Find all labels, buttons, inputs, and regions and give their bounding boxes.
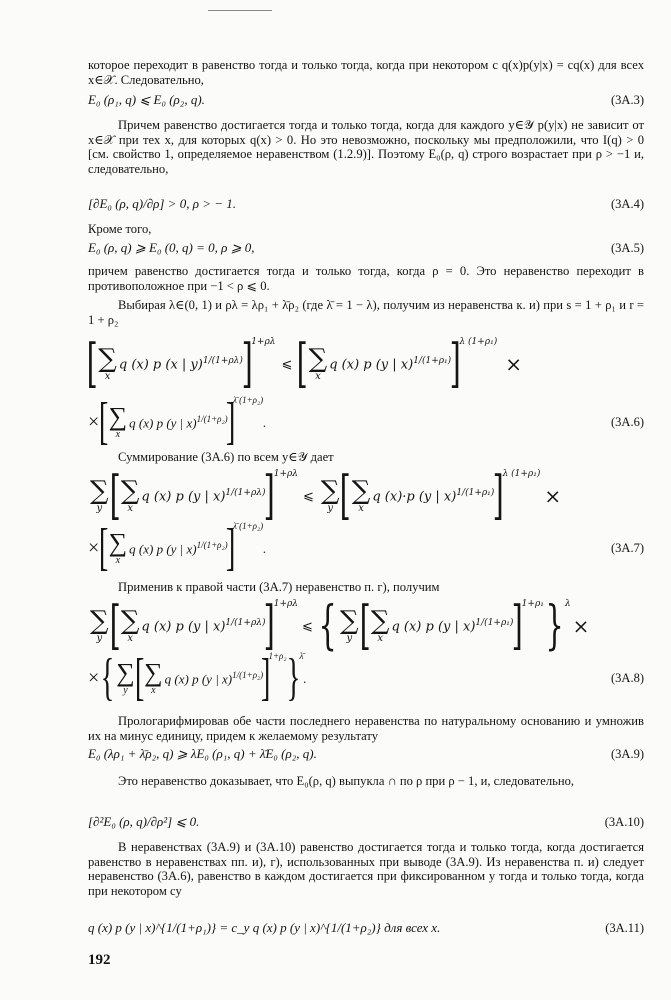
paragraph-3: Кроме того,: [88, 222, 152, 236]
page-number: 192: [88, 952, 111, 968]
paragraph-4: причем равенство достигается тогда и только тогда, когда ρ = 0. Это неравенство переходит в противоположное при −1 < ρ ⩽ 0.: [88, 264, 644, 293]
equation-3a5-number: (3А.5): [611, 240, 644, 255]
equation-3a9-expr: E₀ (λρ₁ + λ̄ρ₂, q) ⩾ λE₀ (ρ₁, q) + λ̄E₀ (ρ₂, q).: [88, 746, 317, 761]
equation-3a7-line1: ∑ y [ ∑ x q (x) p (y | x)$^{1/(1+\rho\lambda)}$ ] 1+ρλ ⩽ ∑ y [ ∑ x q (x)·p (y | x)$^{1/(1+\rho_1)}$ ] λ (1+ρ₁) ×: [90, 466, 562, 526]
equation-3a11-number: (3А.11): [605, 920, 644, 935]
paragraph-5: Выбирая λ∈(0, 1) и ρλ = λρ₁ + λ̄ρ₂ (где λ̄ = 1 − λ), получим из неравенства к. и) при s = 1 + ρ₁ и r = 1 + ρ₂: [88, 298, 644, 327]
equation-3a7-line2: × [ ∑ x q (x) p (y | x)$^{1/(1+\rho_2)}$ ] λ̄ (1+ρ₂) . (3А.7): [88, 519, 644, 576]
equation-3a10-number: (3А.10): [604, 814, 644, 829]
equation-3a4-number: (3А.4): [611, 196, 644, 211]
equation-3a6-line2: × [ ∑ x q (x) p (y | x)$^{1/(1+\rho_2)}$ ] λ̄ (1+ρ₂) . (3А.6): [88, 393, 644, 450]
equation-3a3: [88, 92, 644, 108]
equation-3a3-number: (3А.3): [611, 92, 644, 107]
paragraph-1: которое переходит в равенство тогда и только тогда, когда при некотором c q(x)p(y|x) = cq(x) для всех x∈𝒳. Следовательно,: [88, 58, 644, 87]
equation-3a11-expr: q (x) p (y | x)^{1/(1+ρ₁)} = c_y q (x) p (y | x)^{1/(1+ρ₂)} для всех x.: [88, 920, 441, 935]
paragraph-9: Это неравенство доказывает, что E₀(ρ, q) выпукла ∩ по ρ при ρ − 1, и, следовательно,: [118, 774, 575, 788]
equation-3a9-number: (3А.9): [611, 746, 644, 761]
equation-3a8-line1: ∑ y [ ∑ x q (x) p (y | x)$^{1/(1+\rho\lambda)}$ ] 1+ρλ ⩽ { ∑ y [ ∑ x q (x) p (y | x)$^{1/(1+\rho_1)}$ ] 1+ρ₁ } $^\lambda$ ×: [90, 596, 590, 656]
paragraph-8: Прологарифмировав обе части последнего неравенства по натуральному основанию и умножив их на минус единицу, придем к желаемому результату: [88, 714, 644, 743]
equation-3a4: [88, 196, 644, 212]
equation-3a9: [88, 746, 644, 762]
equation-3a5: [88, 240, 644, 256]
equation-3a4-expr: [∂E₀ (ρ, q)/∂ρ] > 0, ρ > − 1.: [88, 196, 236, 211]
equation-3a11: [88, 920, 644, 936]
equation-3a8-line2: × { ∑ y [ ∑ x q (x) p (y | x)$^{1/(1+\rho_2)}$ ] 1+ρ₂ } $^{\lambdā}$ . (3А.8): [88, 649, 644, 706]
paragraph-2: Причем равенство достигается тогда и только тогда, когда для каждого y∈𝒴 p(y|x) не зависит от x∈𝒳 при тех x, для которых q(x) > 0. Но это невозможно, поскольку мы предположили, что I(q) > 0 [см. свойство 1, определяемое неравенством (1.2.9)]. Поэтому E₀(ρ, q) строго возрастает при ρ > −1 и, следовательно,: [88, 118, 644, 176]
equation-3a6-line1: [ ∑ x q (x) p (x | y)$^{1/(1+\rho\lambda)}$ ] 1+ρλ ⩽ [ ∑ x q (x) p (y | x)$^{1/(1+\rho_1)}$ ] λ (1+ρ₁) ×: [86, 334, 522, 394]
paragraph-7: Применив к правой части (3А.7) неравенство п. г), получим: [118, 580, 440, 594]
paragraph-10: В неравенствах (3А.9) и (3А.10) равенство достигается тогда и только тогда, когда достигается равенство в неравенствах пп. и), г), использованных при выводе (3А.9). Из неравенства п. и) следует неравенство (3А.6), равенство в каждом достигается при фиксированном y тогда и только тогда, когда при некотором cy: [88, 840, 644, 898]
equation-3a5-expr: E₀ (ρ, q) ⩾ E₀ (0, q) = 0, ρ ⩾ 0,: [88, 240, 255, 255]
equation-3a10-expr: [∂²E₀ (ρ, q)/∂ρ²] ⩽ 0.: [88, 814, 200, 829]
equation-3a6-number: (3А.6): [611, 414, 644, 429]
equation-3a7-number: (3А.7): [611, 540, 644, 555]
page: [88, 0, 644, 1000]
equation-3a10: [88, 814, 644, 830]
header-rule: [208, 10, 272, 11]
equation-3a8-number: (3А.8): [611, 670, 644, 685]
paragraph-6: Суммирование (3А.6) по всем y∈𝒴 дает: [118, 450, 334, 464]
equation-3a3-expr: E₀ (ρ₁, q) ⩽ E₀ (ρ₂, q).: [88, 92, 205, 107]
